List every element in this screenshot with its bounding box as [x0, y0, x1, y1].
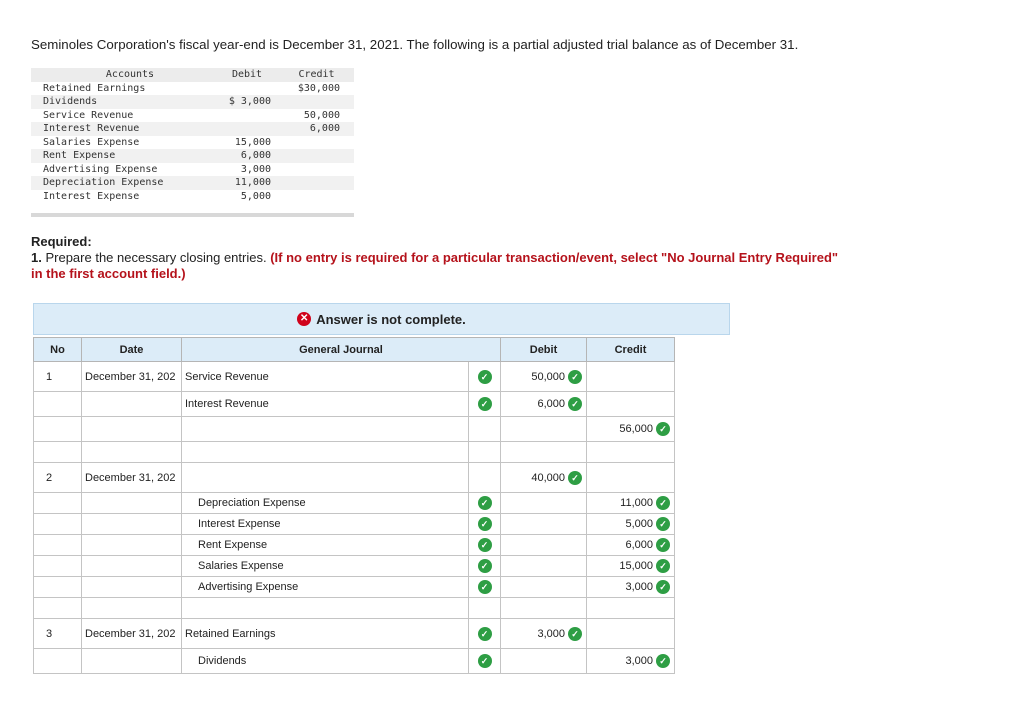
journal-date-field[interactable]	[82, 577, 182, 598]
journal-header-row	[34, 338, 675, 362]
check-circle-icon: ✓	[478, 397, 492, 411]
journal-row	[34, 535, 675, 556]
journal-credit-field[interactable]	[587, 598, 675, 619]
journal-credit-field[interactable]	[587, 619, 675, 649]
journal-credit-field[interactable]	[587, 417, 675, 442]
journal-account-field[interactable]: Retained Earnings	[182, 619, 469, 649]
check-circle-icon: ✓	[656, 559, 670, 573]
journal-credit-field[interactable]	[587, 577, 675, 598]
journal-no	[34, 556, 82, 577]
journal-no	[34, 417, 82, 442]
debit-amount: 6,000	[537, 398, 565, 410]
journal-date-field[interactable]	[82, 598, 182, 619]
journal-debit-field[interactable]	[501, 362, 587, 392]
journal-no	[34, 577, 82, 598]
journal-row	[34, 598, 675, 619]
tb-account: Rent Expense	[43, 150, 116, 161]
problem-intro: Seminoles Corporation's fiscal year-end is December 31, 2021. The following is a partial adjusted trial balance as of December 31.	[31, 37, 799, 52]
journal-no	[34, 514, 82, 535]
journal-account-status	[469, 535, 501, 556]
journal-account-field[interactable]: Dividends	[182, 649, 469, 674]
journal-date-field[interactable]	[82, 442, 182, 463]
check-circle-icon: ✓	[478, 559, 492, 573]
credit-amount: 3,000	[625, 655, 653, 667]
journal-debit-field[interactable]	[501, 417, 587, 442]
tb-account: Interest Expense	[43, 190, 140, 202]
journal-account-status	[469, 514, 501, 535]
journal-date-field[interactable]	[82, 514, 182, 535]
journal-account-status	[469, 493, 501, 514]
tb-account: Interest Revenue	[43, 123, 140, 134]
journal-credit-field[interactable]	[587, 493, 675, 514]
required-text: Prepare the necessary closing entries.	[45, 250, 267, 265]
journal-row	[34, 362, 675, 392]
required-section	[31, 234, 851, 282]
check-circle-icon: ✓	[478, 627, 492, 641]
tb-debit: 3,000	[240, 163, 271, 175]
journal-credit-field[interactable]	[587, 535, 675, 556]
tb-account: Depreciation Expense	[43, 177, 164, 188]
check-circle-icon: ✓	[656, 580, 670, 594]
general-journal-table	[33, 337, 675, 674]
journal-no	[34, 649, 82, 674]
tb-debit	[201, 122, 271, 136]
journal-account-field[interactable]	[182, 442, 469, 463]
credit-amount: 5,000	[625, 518, 653, 530]
journal-debit-field[interactable]	[501, 535, 587, 556]
tb-account: Salaries Expense	[43, 136, 140, 148]
journal-date-field[interactable]: December 31, 202	[82, 463, 182, 493]
journal-date-field[interactable]	[82, 493, 182, 514]
journal-no: 1	[34, 362, 82, 392]
check-circle-icon: ✓	[478, 496, 492, 510]
tb-header-debit: Debit	[231, 69, 263, 80]
journal-debit-field[interactable]	[501, 649, 587, 674]
journal-debit-field[interactable]	[501, 577, 587, 598]
header-no: No	[34, 338, 82, 362]
journal-row	[34, 392, 675, 417]
tb-credit	[271, 163, 340, 177]
tb-debit: 11,000	[234, 177, 271, 188]
tb-debit	[201, 82, 271, 96]
tb-credit	[271, 95, 340, 109]
journal-account-status	[469, 619, 501, 649]
journal-credit-field[interactable]	[587, 362, 675, 392]
tb-credit	[271, 190, 340, 204]
journal-debit-field[interactable]	[501, 463, 587, 493]
tb-debit: 15,000	[234, 136, 271, 148]
journal-debit-field[interactable]	[501, 392, 587, 417]
journal-row	[34, 619, 675, 649]
journal-no: 2	[34, 463, 82, 493]
check-circle-icon: ✓	[478, 580, 492, 594]
trial-balance-row	[31, 149, 354, 163]
journal-row	[34, 442, 675, 463]
check-circle-icon: ✓	[656, 422, 670, 436]
journal-credit-field[interactable]	[587, 463, 675, 493]
trial-balance-row	[31, 95, 354, 109]
journal-no	[34, 535, 82, 556]
tb-header-credit: Credit	[298, 69, 335, 80]
tb-credit	[271, 149, 340, 163]
debit-amount: 50,000	[531, 370, 565, 383]
check-circle-icon: ✓	[656, 517, 670, 531]
tb-credit	[271, 136, 340, 150]
credit-amount: 56,000	[619, 423, 653, 435]
journal-account-field[interactable]: Service Revenue	[182, 362, 469, 392]
trial-balance-header	[31, 68, 354, 82]
journal-date-field[interactable]	[82, 417, 182, 442]
header-date: Date	[82, 338, 182, 362]
journal-debit-field[interactable]	[501, 598, 587, 619]
journal-account-status	[469, 598, 501, 619]
tb-debit: 6,000	[240, 150, 271, 161]
journal-date-field[interactable]	[82, 556, 182, 577]
journal-date-field[interactable]	[82, 535, 182, 556]
check-circle-icon: ✓	[656, 496, 670, 510]
check-circle-icon: ✓	[478, 370, 492, 384]
journal-no	[34, 442, 82, 463]
journal-debit-field[interactable]	[501, 556, 587, 577]
journal-account-status	[469, 362, 501, 392]
tb-debit	[201, 109, 271, 123]
journal-account-field[interactable]	[182, 598, 469, 619]
tb-credit	[271, 176, 340, 190]
required-note: (If no entry is required for a particular transaction/event, select "No Journal Entry Required" in the first account field.)	[31, 250, 839, 281]
journal-date-field[interactable]: December 31, 202	[82, 362, 182, 392]
check-circle-icon: ✓	[568, 471, 582, 485]
debit-amount: 40,000	[531, 471, 565, 484]
journal-row	[34, 493, 675, 514]
trial-balance	[31, 68, 354, 217]
journal-row	[34, 463, 675, 493]
journal-no: 3	[34, 619, 82, 649]
journal-credit-field[interactable]	[587, 392, 675, 417]
answer-status-banner	[33, 303, 730, 335]
journal-account-status	[469, 649, 501, 674]
journal-account-field[interactable]: Interest Revenue	[182, 392, 469, 417]
journal-date-field[interactable]	[82, 649, 182, 674]
journal-credit-field[interactable]	[587, 442, 675, 463]
journal-account-status	[469, 556, 501, 577]
header-credit: Credit	[587, 338, 675, 362]
journal-row	[34, 556, 675, 577]
journal-no	[34, 493, 82, 514]
check-circle-icon: ✓	[478, 538, 492, 552]
journal-account-status	[469, 577, 501, 598]
credit-amount: 6,000	[625, 539, 653, 551]
tb-debit: 5,000	[240, 190, 271, 202]
journal-debit-field[interactable]	[501, 493, 587, 514]
header-general-journal: General Journal	[182, 338, 501, 362]
check-circle-icon: ✓	[478, 517, 492, 531]
journal-date-field[interactable]: December 31, 202	[82, 619, 182, 649]
journal-account-field[interactable]: Rent Expense	[182, 535, 469, 556]
x-circle-icon: ✕	[297, 312, 311, 326]
journal-debit-field[interactable]	[501, 514, 587, 535]
journal-account-field[interactable]: Depreciation Expense	[182, 493, 469, 514]
check-circle-icon: ✓	[568, 370, 582, 384]
trial-balance-row	[31, 109, 354, 123]
trial-balance-row	[31, 190, 354, 204]
header-debit: Debit	[501, 338, 587, 362]
journal-date-field[interactable]	[82, 392, 182, 417]
check-circle-icon: ✓	[656, 538, 670, 552]
journal-account-status	[469, 442, 501, 463]
journal-row	[34, 577, 675, 598]
tb-debit: $ 3,000	[228, 96, 271, 107]
journal-credit-field[interactable]	[587, 556, 675, 577]
tb-account: Advertising Expense	[43, 163, 158, 175]
tb-credit: $30,000	[297, 82, 340, 94]
credit-amount: 11,000	[620, 497, 653, 509]
journal-no	[34, 392, 82, 417]
trial-balance-row	[31, 122, 354, 136]
answer-status-text: Answer is not complete.	[316, 311, 466, 327]
tb-credit: 50,000	[303, 109, 340, 121]
required-instruction	[31, 250, 851, 282]
journal-no	[34, 598, 82, 619]
journal-account-field[interactable]: Interest Expense	[182, 514, 469, 535]
tb-credit: 6,000	[309, 123, 340, 134]
tb-header-accounts: Accounts	[105, 69, 155, 80]
journal-account-field[interactable]	[182, 417, 469, 442]
journal-row	[34, 514, 675, 535]
debit-amount: 3,000	[537, 627, 565, 640]
journal-row	[34, 649, 675, 674]
check-circle-icon: ✓	[568, 397, 582, 411]
trial-balance-row	[31, 136, 354, 150]
trial-balance-row	[31, 176, 354, 190]
tb-account: Retained Earnings	[43, 82, 146, 94]
journal-account-field[interactable]: Salaries Expense	[182, 556, 469, 577]
check-circle-icon: ✓	[656, 654, 670, 668]
journal-credit-field[interactable]	[587, 649, 675, 674]
journal-account-status	[469, 463, 501, 493]
journal-debit-field[interactable]	[501, 442, 587, 463]
tb-account: Dividends	[43, 96, 98, 107]
journal-credit-field[interactable]	[587, 514, 675, 535]
journal-account-status	[469, 392, 501, 417]
trial-balance-row	[31, 163, 354, 177]
journal-account-field[interactable]	[182, 463, 469, 493]
journal-debit-field[interactable]	[501, 619, 587, 649]
credit-amount: 15,000	[619, 560, 653, 572]
journal-account-status	[469, 417, 501, 442]
credit-amount: 3,000	[625, 581, 653, 593]
journal-row	[34, 417, 675, 442]
tb-account: Service Revenue	[43, 109, 134, 121]
required-title: Required:	[31, 234, 92, 249]
check-circle-icon: ✓	[568, 627, 582, 641]
trial-balance-row	[31, 82, 354, 96]
journal-account-field[interactable]: Advertising Expense	[182, 577, 469, 598]
check-circle-icon: ✓	[478, 654, 492, 668]
required-number: 1.	[31, 250, 42, 265]
